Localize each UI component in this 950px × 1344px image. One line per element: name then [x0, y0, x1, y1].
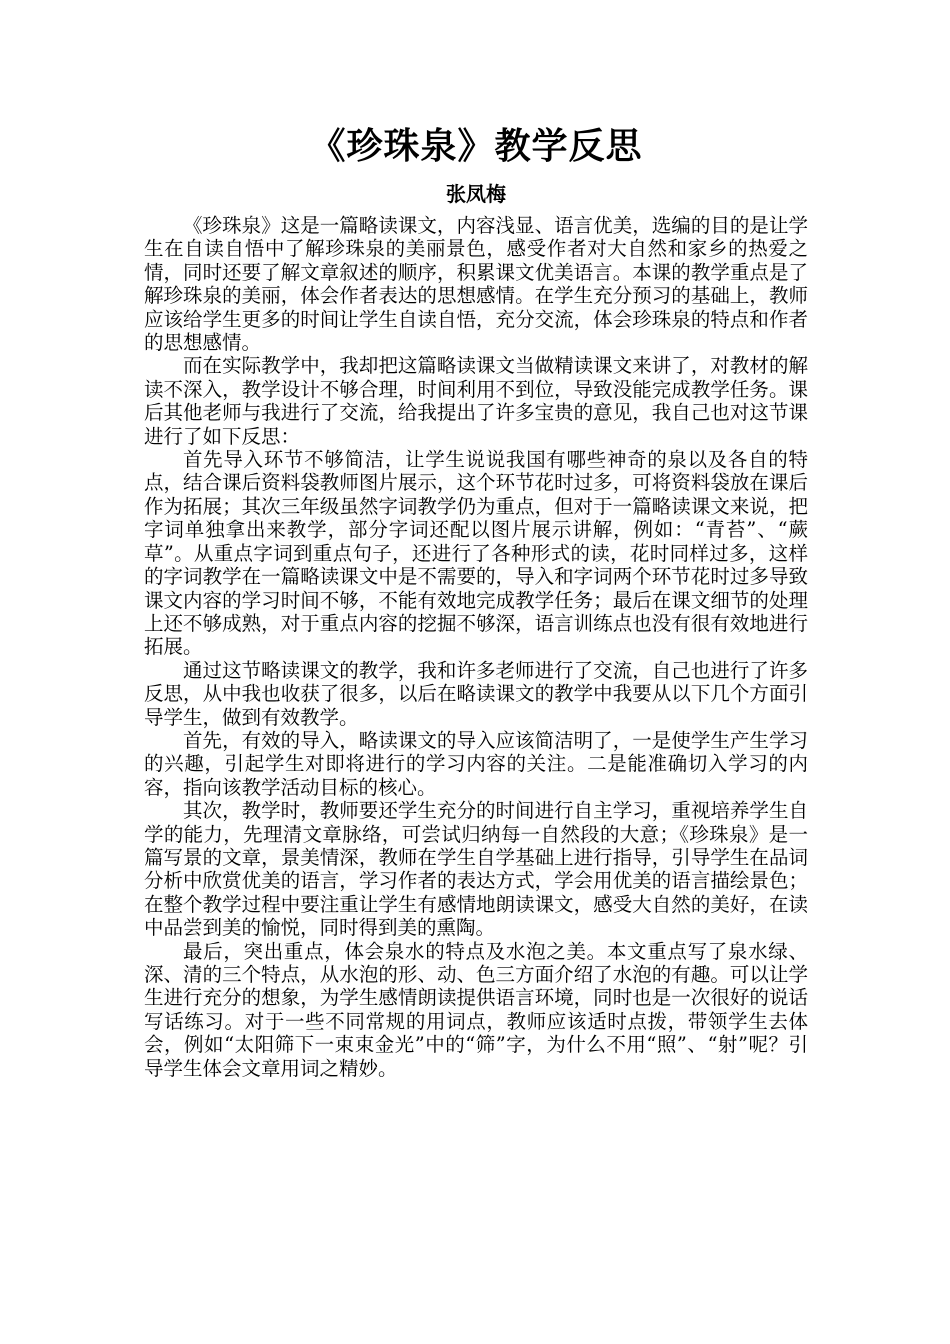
document-author: 张凤梅 [446, 182, 506, 206]
paragraph: 《珍珠泉》这是一篇略读课文，内容浅显、语言优美，选编的目的是让学生在自读自悟中了解珍珠泉的美丽景色，感受作者对大自然和家乡的热爱之情，同时还要了解文章叙述的顺序，积累课文优美语言。本课的教学重点是了解珍珠泉的美丽，体会作者表达的思想感情。在学生充分预习的基础上，教师应该给学生更多的时间让学生自读自悟，充分交流，体会珍珠泉的特点和作者的思想感情。 [144, 214, 808, 355]
paragraph: 而在实际教学中，我却把这篇略读课文当做精读课文来讲了，对教材的解读不深入，教学设计不够合理，时间利用不到位，导致没能完成教学任务。课后其他老师与我进行了交流，给我提出了许多宝贵的意见，我自己也对这节课进行了如下反思： [144, 354, 808, 448]
document-page [144, 118, 808, 1080]
document-title: 《珍珠泉》教学反思 [309, 125, 643, 167]
paragraph: 首先，有效的导入，略读课文的导入应该简洁明了，一是使学生产生学习的兴趣，引起学生对即将进行的学习内容的关注。二是能准确切入学习的内容，指向该教学活动目标的核心。 [144, 728, 808, 799]
paragraph: 通过这节略读课文的教学，我和许多老师进行了交流，自己也进行了许多反思，从中我也收获了很多，以后在略读课文的教学中我要从以下几个方面引导学生，做到有效教学。 [144, 658, 808, 729]
document-body [144, 214, 808, 1080]
paragraph: 首先导入环节不够简洁，让学生说说我国有哪些神奇的泉以及各自的特点，结合课后资料袋教师图片展示，这个环节花时过多，可将资料袋放在课后作为拓展；其次三年级虽然字词教学仍为重点，但对于一篇略读课文来说，把字词单独拿出来教学，部分字词还配以图片展示讲解，例如：“青苔”、“蕨草”。从重点字词到重点句子，还进行了各种形式的读，花时同样过多，这样的字词教学在一篇略读课文中是不需要的，导入和字词两个环节花时过多导致课文内容的学习时间不够，不能有效地完成教学任务；最后在课文细节的处理上还不够成熟，对于重点内容的挖掘不够深，语言训练点也没有很有效地进行拓展。 [144, 448, 808, 659]
paragraph: 最后，突出重点，体会泉水的特点及水泡之美。本文重点写了泉水绿、深、清的三个特点，从水泡的形、动、色三方面介绍了水泡的有趣。可以让学生进行充分的想象，为学生感情朗读提供语言环境，同时也是一次很好的说话写话练习。对于一些不同常规的用词点，教师应该适时点拨，带领学生去体会，例如“太阳筛下一束束金光”中的“筛”字，为什么不用“照”、“射”呢？引导学生体会文章用词之精妙。 [144, 939, 808, 1080]
paragraph: 其次，教学时，教师要还学生充分的时间进行自主学习，重视培养学生自学的能力，先理清文章脉络，可尝试归纳每一自然段的大意；《珍珠泉》是一篇写景的文章，景美情深，教师在学生自学基础上进行指导，引导学生在品词分析中欣赏优美的语言，学习作者的表达方式，学会用优美的语言描绘景色；在整个教学过程中要注重让学生有感情地朗读课文，感受大自然的美好，在读中品尝到美的愉悦，同时得到美的熏陶。 [144, 799, 808, 940]
